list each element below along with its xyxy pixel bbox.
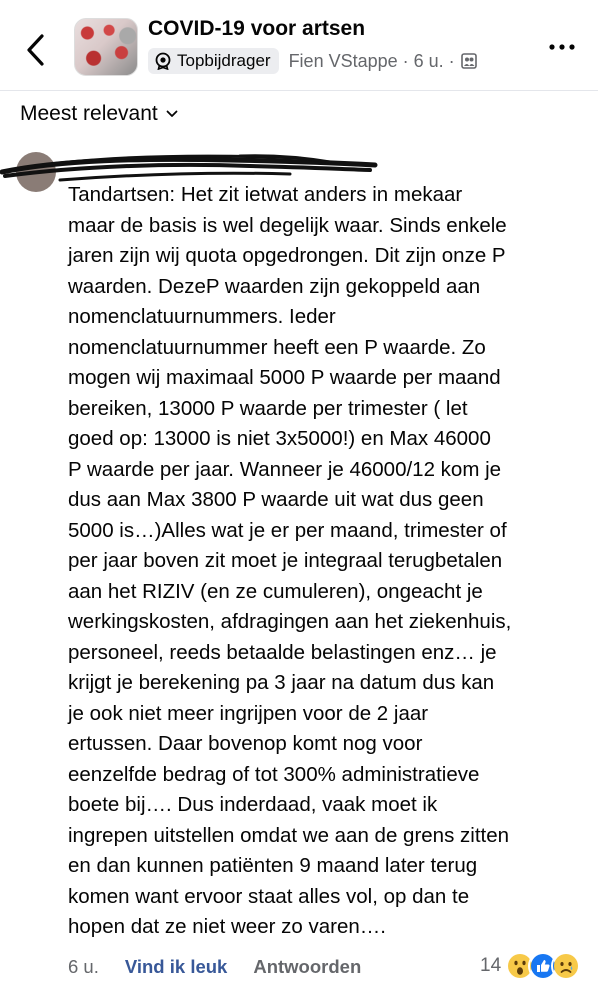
comment-line: 5000 is…)Alles wat je er per maand, trimester of <box>68 518 507 542</box>
comment-body <box>68 180 583 943</box>
comment-line: krijgt je berekening pa 3 jaar na datum dus kan <box>68 671 495 694</box>
comment-line: P waarde per jaar. Wanneer je 46000/12 kom je <box>68 457 502 481</box>
reaction-summary[interactable] <box>480 952 581 980</box>
comment-line: jaren zijn wij quota opgedrongen. Dit zijn onze P <box>68 244 506 267</box>
comment-line: eenzelfde bedrag of tot 300% administratieve <box>68 762 480 786</box>
sort-label: Meest relevant <box>20 102 158 125</box>
comment-line: goed op: 13000 is niet 3x5000!) en Max 46000 <box>68 427 491 450</box>
sort-dropdown[interactable] <box>20 102 178 126</box>
comment-line: en dan kunnen patiënten 9 maand later terug <box>68 854 478 877</box>
comment-line: bereiken, 13000 P waarde per trimester ( let <box>68 396 468 420</box>
comment-line: per jaar boven zit moet je integraal terugbetalen <box>68 549 503 572</box>
comment-line: aan het RIZIV (en ze cumuleren), ongeacht je <box>68 579 483 603</box>
medal-icon <box>154 52 172 70</box>
comment-line: maar de basis is wel degelijk waar. Sinds enkele <box>68 213 507 237</box>
comment-line: werkingskosten, afdragingen aan het ziekenhuis, <box>68 610 512 633</box>
post-time[interactable]: 6 u. <box>413 50 444 71</box>
post-author[interactable]: Fien VStappe <box>288 50 398 71</box>
comment-line: komen want ervoor staat alles vol, op dan te <box>68 884 470 908</box>
more-options-icon[interactable] <box>548 42 576 52</box>
chevron-down-icon <box>166 110 178 118</box>
comment-line: dus aan Max 3800 P waarde uit wat dus geen <box>68 488 484 511</box>
comment-actions <box>68 954 361 980</box>
back-arrow-icon[interactable] <box>22 30 50 70</box>
post-meta-row <box>148 48 478 74</box>
comment-line: mogen wij maximaal 5000 P waarde per maand <box>68 366 501 389</box>
reply-button[interactable]: Antwoorden <box>253 956 362 977</box>
group-name[interactable]: COVID-19 voor artsen <box>148 17 366 40</box>
comment-line: nomenclatuurnummers. Ieder <box>68 305 336 328</box>
comment-line: Tandartsen: Het zit ietwat anders in mekaar <box>68 183 463 206</box>
badge-label: Topbijdrager <box>177 51 271 70</box>
comment-line: je ook niet meer ingrijpen voor de 2 jaar <box>68 701 429 725</box>
post-meta <box>289 51 478 72</box>
separator-dot: · <box>448 50 455 71</box>
like-button[interactable]: Vind ik leuk <box>124 956 228 977</box>
comment-line: hopen dat ze niet weer zo varen…. <box>68 915 386 938</box>
top-contributor-badge[interactable] <box>148 48 279 74</box>
header-divider <box>0 90 598 91</box>
comment-line: waarden. DezeP waarden zijn gekoppeld aan <box>68 274 481 298</box>
comment-time[interactable]: 6 u. <box>68 956 99 977</box>
sad-reaction-icon <box>551 951 581 981</box>
group-privacy-icon <box>460 52 478 70</box>
comment-line: boete bij…. Dus inderdaad, vaak moet ik <box>68 793 438 816</box>
post-header <box>0 0 598 90</box>
reaction-count: 14 <box>480 955 502 976</box>
comment-line: ertussen. Daar bovenop komt nog voor <box>68 732 423 755</box>
comment-line: personeel, reeds betaalde belastingen enz… je <box>68 640 497 664</box>
comment-line: ingrepen uitstellen omdat we aan de grens zitten <box>68 823 510 847</box>
comment-line: nomenclatuurnummer heeft een P waarde. Zo <box>68 335 486 359</box>
group-thumbnail[interactable] <box>74 18 138 76</box>
separator-dot: · <box>402 50 409 71</box>
